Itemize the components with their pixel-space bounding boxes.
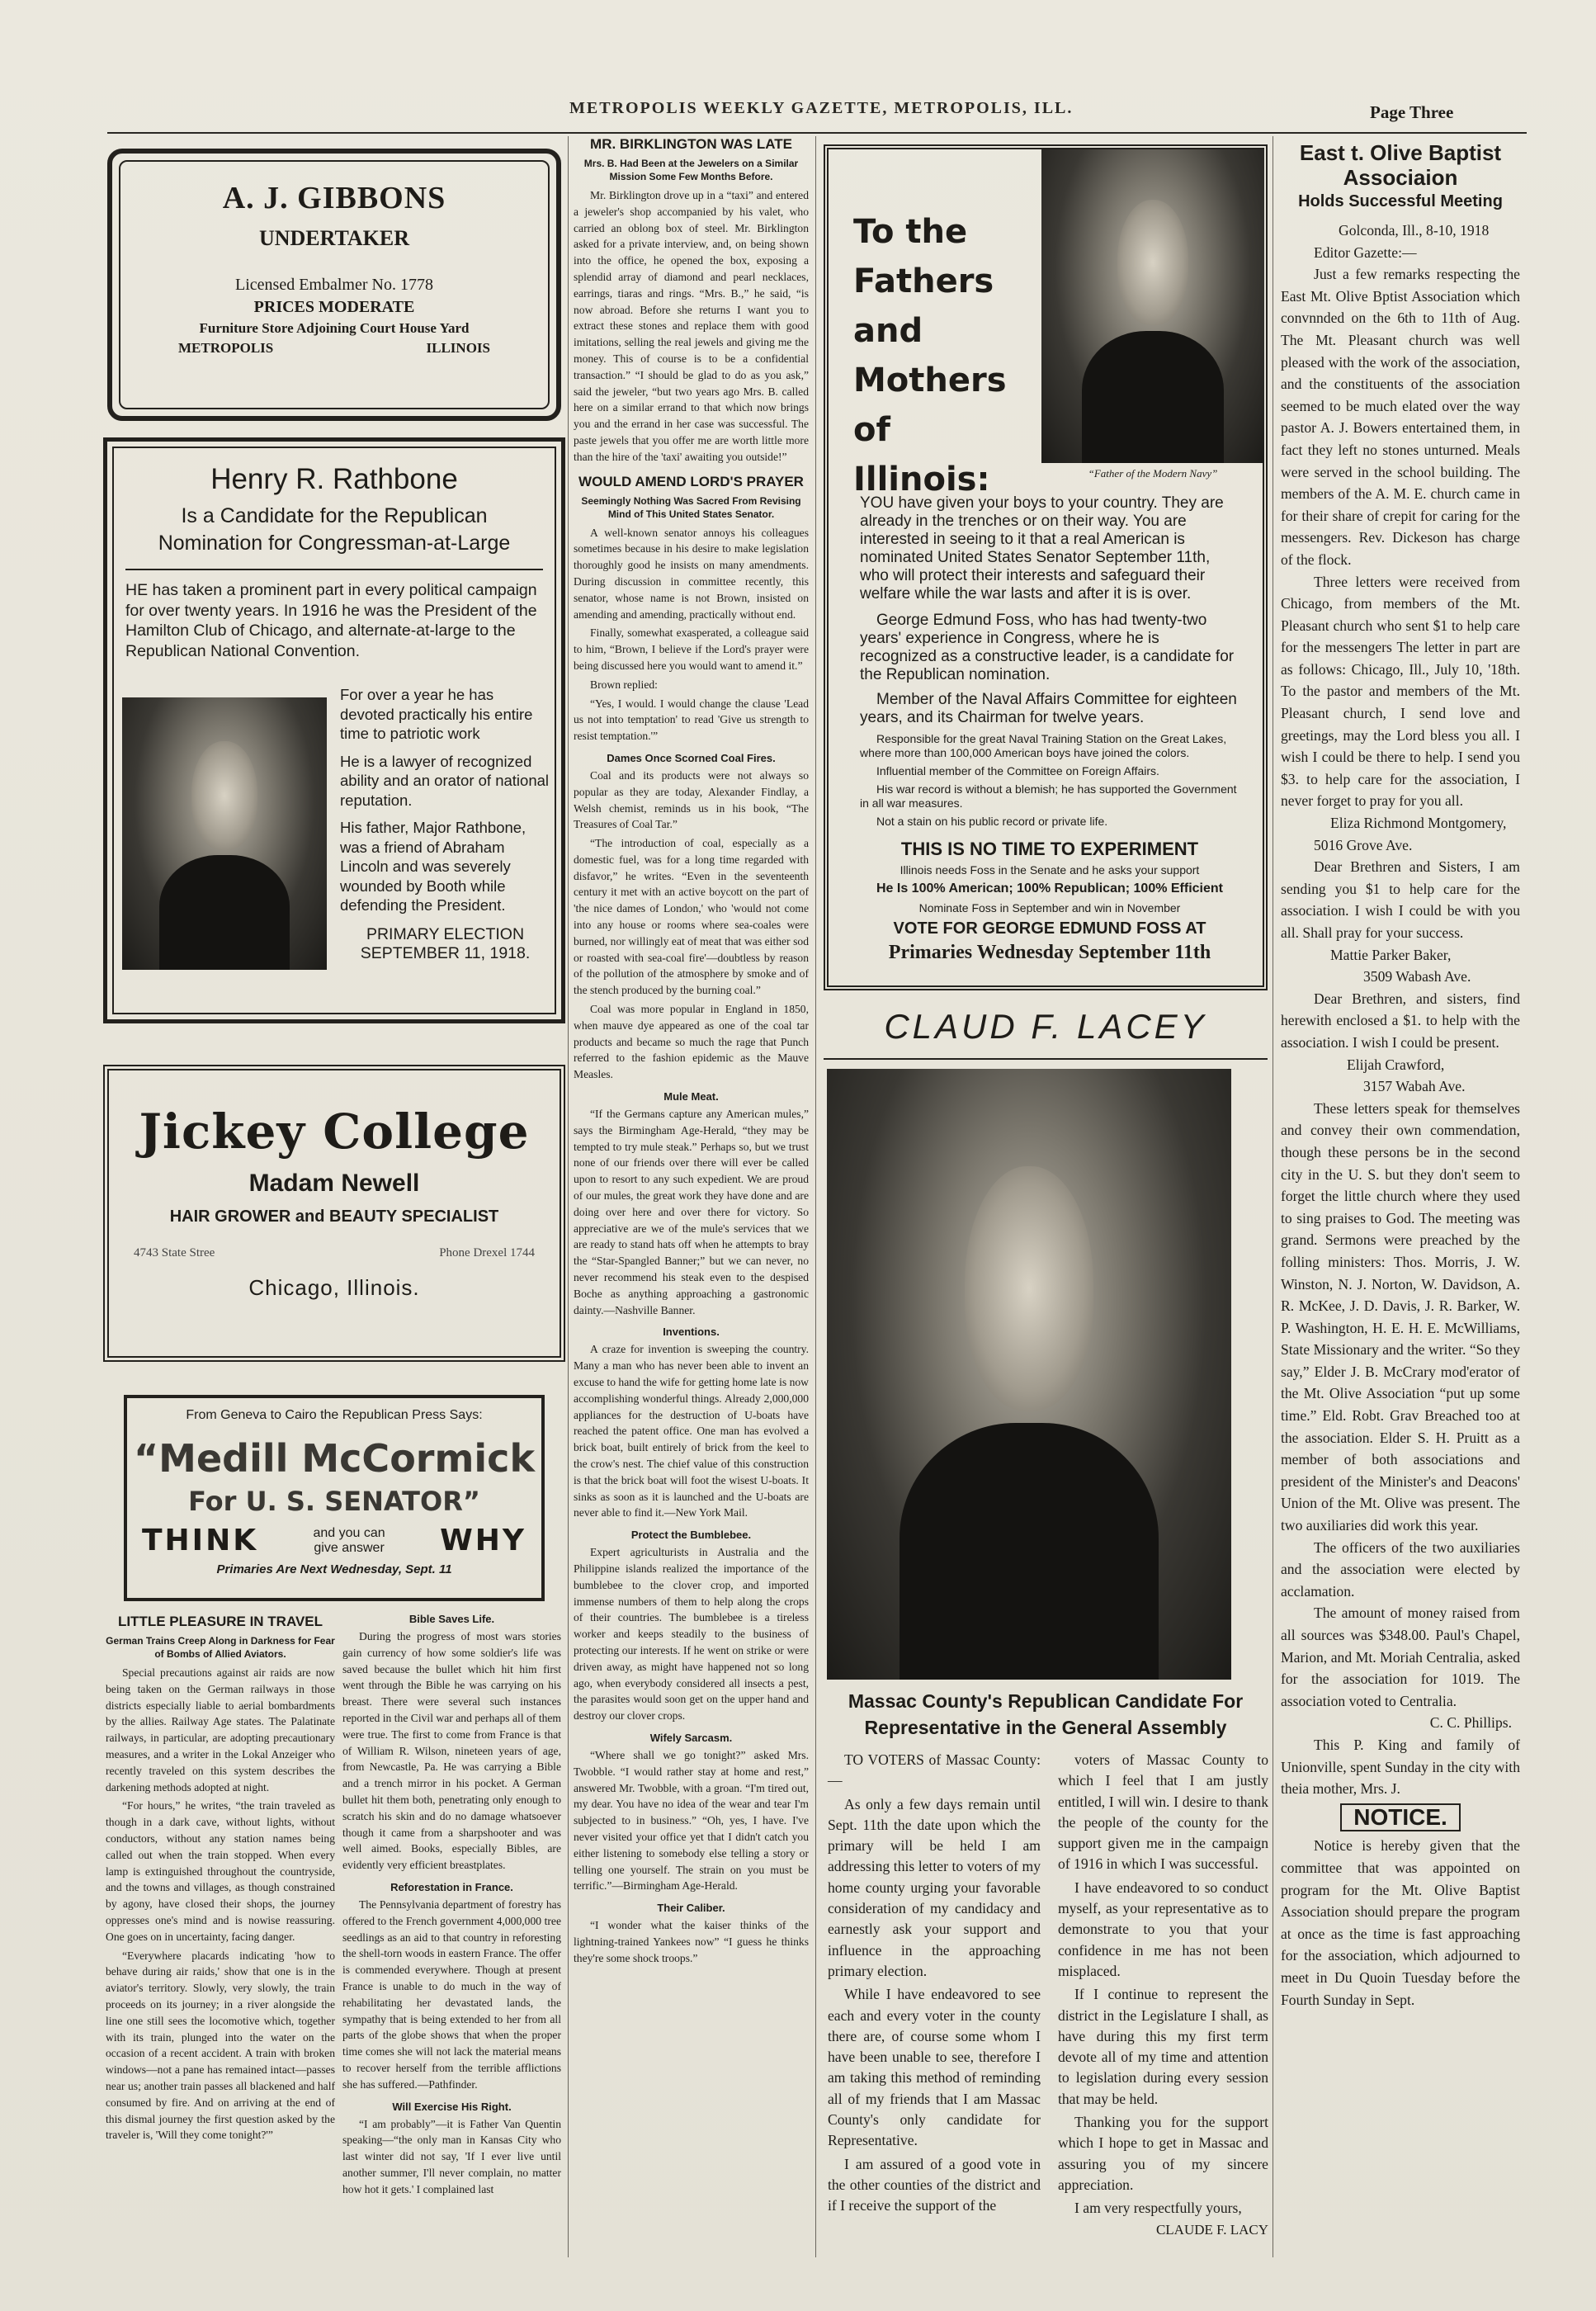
foss-portrait: [1041, 149, 1264, 463]
rathbone-intro: HE has taken a prominent part in every political campaign for over twenty years. In 1916 he was the President of the Hamilton Club of Chicago, and alternate-at-large to the Republican National Convention.: [125, 581, 537, 660]
foss-slogan: THIS IS NO TIME TO EXPERIMENT: [900, 839, 1199, 859]
page-number: Page Three: [1370, 102, 1454, 122]
mccormick-why: WHY: [440, 1524, 526, 1557]
birklington-para: Mr. Birklington drove up in a “taxi” and entered a jeweler's shop accompanied by his valet, who carried an oblong box of steel. Mr. Birklington asked for a private interview, and, on being shown into the office, he opened the box, exposing a splendid array of diamond and pearl necklaces, earrings, tiaras and rings. “Mrs. B.,” he said, “is now abroad. Before she returns I want you to extract these stones and replace them with good imitations, selling the real jewels and giving me the money. This of course is to be a confidential transaction.” “I should be glad to do as you ask,” said the jeweler, “but two years ago Mrs. B. called here on a similar errand to that which now brings you and the errand in her case was successful. The paste jewels that you offer me are worth little more than the hire of the 'taxi' awaiting you outside!”: [574, 189, 809, 463]
foss-p6: His war record is without a blemish; he has supported the Government in all war measures.: [860, 782, 1237, 810]
baptist-sig3: Elijah Crawford,: [1347, 1056, 1445, 1073]
mccormick-ad: [124, 1395, 545, 1601]
foss-s4: Nominate Foss in September and win in November: [918, 901, 1181, 914]
gibbons-title: UNDERTAKER: [258, 226, 410, 250]
column-two: [574, 136, 809, 1969]
lacey-headline: Massac County's Republican Candidate For Representative in the General Assembly: [848, 1690, 1244, 1738]
mccormick-top: From Geneva to Cairo the Republican Press Says:: [186, 1408, 483, 1422]
mccormick-name: “Medill McCormick: [133, 1436, 536, 1481]
caliber-para: “I wonder what the kaiser thinks of the lightning-trained Yankees now” “I guess he thinks they're some shock troops.”: [574, 1919, 809, 1964]
lacey-name: CLAUD F. LACEY: [884, 1007, 1207, 1046]
gibbons-store: Furniture Store Adjoining Court House Yard: [199, 320, 470, 336]
bible-para: During the progress of most wars stories gain currency of how some soldier's life was saved because the bullet which hit him first went through the Bible he was carrying on his breast. There were several such instances reported in the Civil war and perhaps all of them were true. The first to come from France is that of William R. Wilson, nineteen years of age, from Newcastle, Pa. He was carrying a Bible and a trench mirror in his pocket. A German bullet hit them both, penetrating only enough to scratch his skin and do no damage whatsoever though it came from a sharpshooter and was well aimed. Books, especially Bibles, are evidently very efficient breastplates.: [342, 1630, 561, 1872]
baptist-p7: The amount of money raised from all sources was $348.00. Paul's Chapel, Marion, and Mt. Moriah Centralia, asked for the association for 1019. The association voted to Centralia.: [1281, 1604, 1520, 1709]
travel-para: “Everywhere placards indicating 'how to behave during air raids,' show that one is in the aviator's territory. Slowly, very slowly, the train proceeds on its journey; in a river alongside the line one still sees the locomotive which, together with its train, plunged into the water on the occasion of a recent accident. A train with broken windows—not a pane has remained intact—passes near us; another train passes all blackened and half consumed by fire. And on arriving at the end of this dismal journey the first question asked by the traveler is, 'Will they come tonight?'”: [106, 1949, 335, 2142]
prayer-para: A well-known senator annoys his colleagues sometimes because in his desire to make legislation thoroughly good he insists on many amendments. During discussion in committee recently, this senator, whose name is not Brown, insisted on amending and amending, practically without end.: [574, 526, 809, 621]
lacey-para: I am very respectfully yours,: [1074, 2200, 1242, 2217]
jickey-proprietor: Madam Newell: [248, 1170, 420, 1197]
baptist-addr1: 5016 Grove Ave.: [1314, 836, 1413, 853]
lacey-para: While I have endeavored to see each and every voter in the county there are, of course some whom I have been unable to see, therefore I am taking this method of reminding all of my friends that I am Massac County's only candidate for Representative.: [828, 1986, 1041, 2149]
reforest-headline: Reforestation in France.: [390, 1880, 513, 1893]
baptist-p2: Three letters were received from Chicago, from members of the Mt. Pleasant church who sent $1 to help care for the messengers The letter in part are as follows: Chicago, Ill., July 10, '18th. To the pastor and members of the Mt. Pleasant church, I send love and greetings, may the Lord bless you all. I wish I could be there to help. I send you $3. to help care for the association, I never forget to pray for you all.: [1281, 573, 1520, 810]
lacey-para: I have endeavored to so conduct myself, as your representative as to demonstrate to you that your confidence in me has not been misplaced.: [1058, 1879, 1268, 1979]
rathbone-name: Henry R. Rathbone: [210, 463, 458, 495]
jickey-city: Chicago, Illinois.: [248, 1275, 420, 1300]
foss-heading: of Illinois:: [853, 411, 990, 499]
travel-article: [106, 1614, 335, 2146]
foss-p1: YOU have given your boys to your country. They are already in the trenches or on their way. You are interested in seeing to it that a real American is nominated United States Senator September 11th, who will protect their interests and safeguard their welfare while the war lasts and after it is is over.: [860, 494, 1224, 603]
lacey-left-column: [828, 1750, 1041, 2219]
foss-heading: Mothers: [853, 362, 1007, 399]
baptist-p6: The officers of the two auxiliaries and the association were elected by acclamation.: [1281, 1538, 1520, 1600]
mccormick-mid: and you can give answer: [313, 1525, 385, 1555]
rathbone-election2: SEPTEMBER 11, 1918.: [360, 944, 531, 962]
baptist-article: [1281, 140, 1520, 2011]
notice-heading: NOTICE.: [1340, 1803, 1461, 1832]
gibbons-name: A. J. GIBBONS: [222, 181, 446, 215]
bumblebee-para: Expert agriculturists in Australia and the Philippine islands realized the importance of the bumblebee to the clover crop, and imported immense numbers of them to help along the crops of their countries. The bumblebee is a tireless worker and keeps steadily to the business of protecting our interests. If he went on strike or were driven away, as might have happened not so long ago, when everybody considered all insects a pest, the parasites would soon get on the upper hand and destroy our clover crops.: [574, 1546, 809, 1723]
coal-headline: Dames Once Scorned Coal Fires.: [607, 751, 776, 764]
rathbone-line1: Is a Candidate for the Republican: [181, 504, 488, 527]
prayer-headline: WOULD AMEND LORD'S PRAYER: [578, 473, 804, 489]
jickey-name: Jickey College: [139, 1104, 530, 1160]
mccormick-think: THINK: [142, 1524, 259, 1557]
jickey-street: 4743 State Stree: [134, 1246, 215, 1259]
prayer-para: “Yes, I would. I would change the clause 'Lead us not into temptation' to read 'Give us strength to resist temptation.'”: [574, 697, 809, 743]
rathbone-p2: He is a lawyer of recognized ability and an orator of national reputation.: [340, 752, 550, 809]
sarcasm-headline: Wifely Sarcasm.: [649, 1731, 733, 1744]
mule-headline: Mule Meat.: [663, 1090, 719, 1104]
foss-p3: Member of the Naval Affairs Committee for eighteen years, and its Chairman for twelve years.: [860, 691, 1237, 726]
baptist-p3: Dear Brethren and Sisters, I am sending you $1 to help care for the association. I wish I could be with you all. Shall pray for your success.: [1281, 858, 1520, 941]
baptist-addr3: 3157 Wabah Ave.: [1363, 1078, 1466, 1095]
rathbone-ad: [103, 437, 565, 1023]
rathbone-p1: For over a year he has devoted practically his entire time to patriotic work: [340, 686, 533, 742]
rathbone-election1: PRIMARY ELECTION: [366, 924, 525, 943]
baptist-dateline: Golconda, Ill., 8-10, 1918: [1339, 222, 1490, 239]
baptist-p4: Dear Brethren, and sisters, find herewith enclosed a $1. to help with the association. I wish I could be present.: [1281, 990, 1520, 1051]
mccormick-office: For U. S. SENATOR”: [188, 1486, 480, 1517]
caliber-headline: Their Caliber.: [657, 1902, 725, 1915]
lacey-right-column: [1058, 1750, 1268, 2238]
rathbone-line2: Nomination for Congressman-at-Large: [158, 532, 511, 555]
notice-body: Notice is hereby given that the committee that was appointed on program for the Mt. Olive Baptist Association should prepare the program at once as the time is fast approaching for the association, which adjourned to meet in Du Quoin Tuesday before the Fourth Sunday in Sept.: [1281, 1837, 1520, 2008]
exercise-headline: Will Exercise His Right.: [392, 2100, 512, 2113]
rathbone-portrait: [122, 697, 327, 970]
baptist-p8: This P. King and family of Unionville, spent Sunday in the city with theia mother, Mrs. J.: [1281, 1736, 1520, 1798]
exercise-para: “I am probably”—it is Father Van Quentin speaking—“the only man in Kansas City who last winter did not say, 'If I ever live until another summer, I'll never complain, no matter how hot it gets.' I complained last: [342, 2117, 561, 2195]
foss-caption: “Father of the Modern Navy”: [1088, 467, 1218, 480]
gibbons-prices: PRICES MODERATE: [253, 298, 415, 316]
jickey-trade: HAIR GROWER and BEAUTY SPECIALIST: [169, 1207, 499, 1226]
inventions-para: A craze for invention is sweeping the country. Many a man who has never been able to invent an excuse to hand the wife for getting home late is now accomplishing wonderful things. Already 2,000,000 appliances for the destruction of U-boats have reached the patent office. One man has evolved a brick boat, built entirely of brick from the keel to the crow's nest. The chief value of this construction is that the brick boat will foot the wisest U-boats. It sinks as soon as it is launched and the U-boats are never able to find it.—New York Mail.: [574, 1343, 809, 1519]
coal-para: “The introduction of coal, especially as a domestic fuel, was for a long time regarded with disfavor,” he writes. “Even in the seventeenth century it met with an active boycott on the part of 'the nice dames of London,' who 'would not come into any house or rooms where sea-coales were burned, nor willingly eat of meat that was either sod or roasted with sea-coal fire'—doubtless by reason of the pollution of the atmosphere by smoke and of the stench produced by the burning coal.”: [574, 837, 809, 997]
lacey-para: I am assured of a good vote in the other counties of the district and if I receive the support of the: [828, 2155, 1041, 2214]
prayer-para: Finally, somewhat exasperated, a colleague said to him, “Brown, I believe if the Lord's prayer were being discussed here you would want to amend it.”: [574, 626, 809, 672]
column-rule: [815, 136, 816, 2257]
lacey-rule: [824, 1058, 1268, 1060]
baptist-p5: These letters speak for themselves and convey their own commendation, though these persons be in the second city in the U. S. but they don't seem to forget the little church where they used to sing praises to God. The meeting was grand. Sermons were preached by the folling ministers: Thos. Morris, J. W. Winston, N. J. Norton, W. Davidson, A. R. McKee, J. D. Davis, J. R. Barker, W. P. Washington, H. E. H. E. McWilliams, State Missionary and the writer. “So they say,” Elder J. B. McCrary mod'erator of the Mt. Olive Association “put up some time.” Eld. Robt. Grav Breached too at the association. Elder S. H. Pruitt as a member of both associations and president of the Minister's and Deacons' Union of the Mt. Olive was present. The two auxiliaries did work this year.: [1281, 1099, 1520, 1534]
gibbons-ad: [107, 149, 561, 421]
gibbons-license: Licensed Embalmer No. 1778: [235, 276, 433, 294]
baptist-addr2: 3509 Wabash Ave.: [1363, 968, 1471, 985]
jickey-ad: [103, 1065, 565, 1362]
baptist-sig1: Eliza Richmond Montgomery,: [1330, 815, 1507, 832]
coal-para: Coal was more popular in England in 1850, when mauve dye appeared as one of the coal tar products and became so much the rage that Punch referred to the fashion epidemic as the Mauve Measles.: [574, 1003, 809, 1081]
foss-s5: VOTE FOR GEORGE EDMUND FOSS AT: [893, 919, 1206, 938]
baptist-sig4: C. C. Phillips.: [1429, 1714, 1512, 1732]
bumblebee-headline: Protect the Bumblebee.: [630, 1529, 752, 1542]
lacey-para: TO VOTERS of Massac County:—: [828, 1751, 1041, 1789]
foss-s6: Primaries Wednesday September 11th: [888, 942, 1211, 963]
prayer-deck: Seemingly Nothing Was Sacred From Revising Mind of This United States Senator.: [581, 494, 801, 520]
baptist-salute: Editor Gazette:—: [1314, 243, 1417, 261]
rathbone-p3: His father, Major Rathbone, was a friend of Abraham Lincoln and was severely wounded by Booth while defending the President.: [340, 819, 526, 914]
foss-s2: Illinois needs Foss in the Senate and he asks your support: [900, 863, 1200, 877]
travel-para: Special precautions against air raids are now being taken on the German railways in those districts especially liable to aerial bombardments by the allies. Railway Age states. The Palatinate railways, in particular, are adopting precautionary measures, and a writer in the Lokal Anzeiger who recently traveled on this system describes the darkening methods adopted at night.: [106, 1666, 335, 1794]
baptist-h2: Associaion: [1343, 165, 1458, 190]
baptist-h1: East t. Olive Baptist: [1299, 140, 1502, 165]
sarcasm-para: “Where shall we go tonight?” asked Mrs. Twobble. “I would rather stay at home and rest,” answered Mr. Twobble, with a groan. “I'm tired out, my dear. You have no idea of the wear and tear I'm subjected to in business.” “Oh, yes, I have. I've never visited your office yet that I didn't catch you either listening to somebody else telling a story or telling one yourself. The strain on you must be terrific.”—Birmingham Age-Herald.: [574, 1748, 809, 1893]
foss-ad: [824, 144, 1268, 990]
lacey-para: Thanking you for the support which I hope to get in Massac and assuring you of my sincere appreciation.: [1058, 2114, 1268, 2193]
inventions-headline: Inventions.: [663, 1326, 720, 1339]
gibbons-city: METROPOLIS: [178, 340, 274, 356]
prayer-para: Brown replied:: [590, 678, 658, 691]
lacey-para: As only a few days remain until Sept. 11th the date upon which the primary will be held I am addressing this letter to voters of my home county urging your favorable consideration of my candidacy and earnestly ask your support and influence in the approaching primary election.: [828, 1795, 1041, 1979]
lacey-signature: CLAUDE F. LACY: [1155, 2221, 1268, 2238]
travel-para: “For hours,” he writes, “the train traveled as though in a dark cave, without lights, without conductors, without any station names being called out when the train stopped. When every lamp is extinguished throughout the countryside, and the towns and villages, as though constrained by agony, have closed their shops, the journey oppresses one's mind and is nowise reassuring. One goes on in uncertainty, facing danger.: [106, 1799, 335, 1943]
birklington-deck: Mrs. B. Had Been at the Jewelers on a Similar Mission Some Few Months Before.: [583, 158, 799, 182]
jickey-phone: Phone Drexel 1744: [439, 1246, 535, 1259]
foss-p4: Responsible for the great Naval Training Station on the Great Lakes, where more than 100,000 American boys have joined the colors.: [860, 732, 1227, 759]
mule-para: “If the Germans capture any American mules,” says the Birmingham Age-Herald, “they may be tempted to try mule steak.” Perhaps so, but we trust none of our friends over there will ever be called upon to resort to any such expedient. We are proud of our mules, the great work they have done and are doing over here and over there for victory. So appreciative are we of the mule's services that we are ready to stand hats off when he attempts to bray the “Star-Spangled Banner;” but we can never, no never recommend his steak even to the despised Boche as anything approaching a gastronomic dainty.—Nashville Banner.: [574, 1108, 809, 1316]
mccormick-foot: Primaries Are Next Wednesday, Sept. 11: [216, 1562, 452, 1576]
column-rule: [568, 136, 569, 2257]
foss-heading: To the: [853, 213, 968, 251]
foss-s3: He Is 100% American; 100% Republican; 100% Efficient: [876, 881, 1223, 896]
lacey-para: voters of Massac County to which I feel that I am justly entitled, I will win. I desire to thank the people of the county for the support given me in the campaign of 1916 in which I was successful.: [1058, 1751, 1268, 1873]
foss-heading: and: [853, 312, 923, 350]
baptist-p1: Just a few remarks respecting the East Mt. Olive Bptist Association which convnnded on the 6th to 11th of Aug. The Mt. Pleasant church was well pleased with the work of the association, and the constituents of the association seemed to be much elated over the way pastor A. J. Bowers entertained them, in fact they left no stones unturned. Meals were served in the school building. The members of the A. M. E. church came in for their share of crepit for caring for the messengers. Rev. Dickeson has charge of the flock.: [1281, 266, 1520, 568]
foss-heading: Fathers: [853, 262, 994, 300]
baptist-h3: Holds Successful Meeting: [1298, 192, 1503, 210]
bible-headline: Bible Saves Life.: [408, 1613, 495, 1625]
lacey-para: If I continue to represent the district in the Legislature I shall, as have during this my first term devote all of my time and attention to legislation during every session that may be held.: [1058, 1986, 1268, 2107]
reforest-para: The Pennsylvania department of forestry has offered to the French government 4,000,000 tree seedlings as an aid to that country in reforesting the shell-torn woods in eastern France. The offer is commended everywhere. Though at present France is unable to do much in the way of rehabilitating her devastated lands, the sympathy that is being extended to her from all parts of the globe shows that when the proper time comes she will not lack the material means to recover herself from the terrible afflictions she has suffered.—Pathfinder.: [342, 1897, 561, 2091]
birklington-headline: MR. BIRKLINGTON WAS LATE: [590, 136, 792, 152]
travel-headline: LITTLE PLEASURE IN TRAVEL: [117, 1614, 323, 1629]
masthead-rule: [107, 132, 1527, 134]
masthead: METROPOLIS WEEKLY GAZETTE, METROPOLIS, ILL.: [569, 99, 1074, 117]
lacey-portrait: [827, 1069, 1231, 1680]
coal-para: Coal and its products were not always so popular as they are today, Alexander Findlay, a Welsh chemist, reminds us in his book, “The Treasures of Coal Tar.”: [574, 768, 809, 831]
gibbons-state: ILLINOIS: [426, 340, 490, 356]
foss-p7: Not a stain on his public record or private life.: [876, 815, 1108, 828]
bible-article: [342, 1605, 561, 2200]
foss-p2: George Edmund Foss, who has had twenty-two years' experience in Congress, where he is recognized as a constructive leader, is a candidate for the Republican nomination.: [860, 612, 1235, 683]
travel-deck: German Trains Creep Along in Darkness for Fear of Bombs of Allied Aviators.: [106, 1635, 335, 1660]
foss-p5: Influential member of the Committee on Foreign Affairs.: [876, 764, 1159, 777]
baptist-sig2: Mattie Parker Baker,: [1330, 946, 1452, 963]
